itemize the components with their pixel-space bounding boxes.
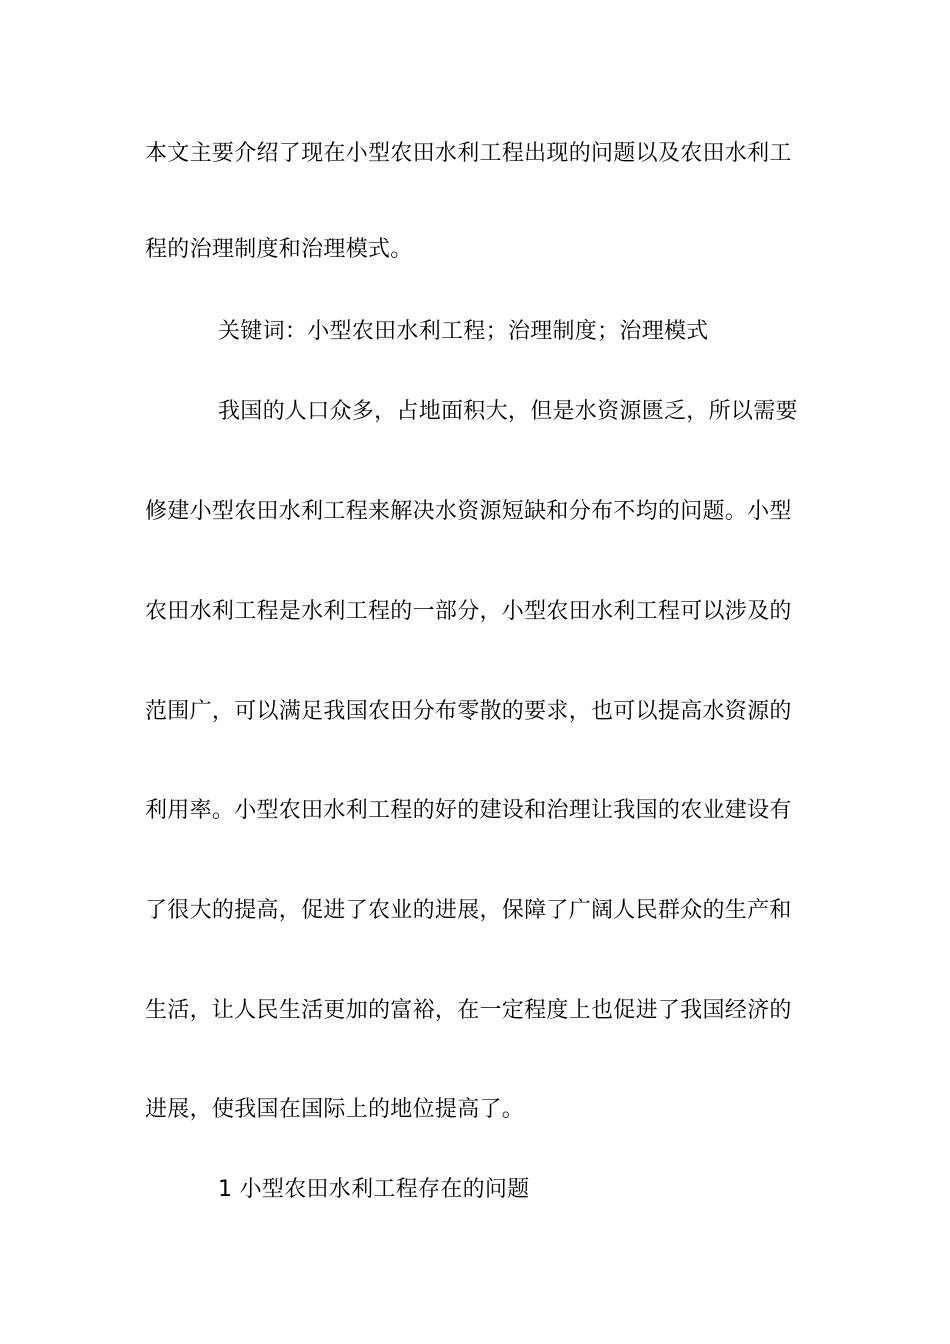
body-line-3: 农田水利工程是水利工程的一部分，小型农田水利工程可以涉及的: [145, 599, 792, 624]
abstract-line-2: 程的治理制度和治理模式。: [145, 237, 413, 262]
body-line-6: 了很大的提高，促进了农业的进展，保障了广阔人民群众的生产和: [145, 898, 792, 923]
body-line-2: 修建小型农田水利工程来解决水资源短缺和分布不均的问题。小型: [145, 499, 792, 524]
keywords-line: 关键词：小型农田水利工程；治理制度；治理模式: [218, 319, 709, 344]
body-line-4: 范围广，可以满足我国农田分布零散的要求，也可以提高水资源的: [145, 699, 792, 724]
abstract-line-1: 本文主要介绍了现在小型农田水利工程出现的问题以及农田水利工: [145, 141, 792, 166]
body-line-5: 利用率。小型农田水利工程的好的建设和治理让我国的农业建设有: [145, 798, 792, 823]
body-line-1: 我国的人口众多，占地面积大，但是水资源匮乏，所以需要: [218, 399, 798, 424]
body-line-7: 生活，让人民生活更加的富裕，在一定程度上也促进了我国经济的: [145, 998, 792, 1023]
body-line-8: 进展，使我国在国际上的地位提高了。: [145, 1097, 525, 1122]
section-heading: 1 小型农田水利工程存在的问题: [218, 1177, 530, 1202]
